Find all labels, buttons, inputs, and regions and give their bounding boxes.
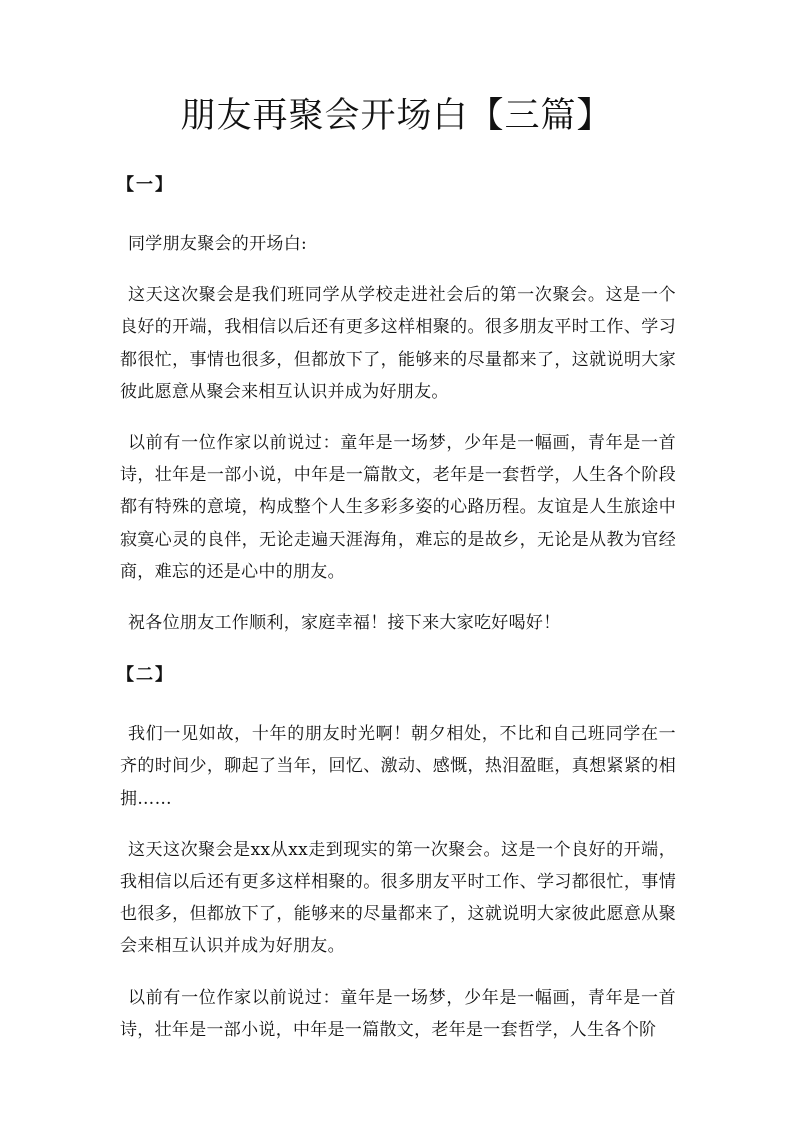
paragraph: 同学朋友聚会的开场白: [128,234,308,254]
paragraph: 以前有一位作家以前说过：童年是一场梦，少年是一幅画，青年是一首诗，壮年是一部小说，中年是一篇散文，老年是一套哲学，人生各个阶段都有特殊的意境，构成整个人生多彩多姿的心路历程。友谊是人生旅途中寂寞心灵的良伴，无论走遍天涯海角，难忘的是故乡，无论是从教为官经商，难忘的还是心中的朋友。 [120,433,676,582]
paragraph: 祝各位朋友工作顺利，家庭幸福！接下来大家吃好喝好！ [128,613,561,634]
document-title: 朋友再聚会开场白【三篇】 [180,96,613,136]
paragraph: 以前有一位作家以前说过：童年是一场梦，少年是一幅画，青年是一首诗，壮年是一部小说，中年是一篇散文，老年是一套哲学，人生各个阶 [120,987,676,1040]
section-heading: 【二】 [117,665,174,686]
document-body [117,168,676,1065]
section-2 [117,658,676,1046]
section-1 [117,168,676,639]
paragraph: 这天这次聚会是我们班同学从学校走进社会后的第一次聚会。这是一个良好的开端，我相信以后还有更多这样相聚的。很多朋友平时工作、学习都很忙，事情也很多，但都放下了，能够来的尽量都来了，这就说明大家彼此愿意从聚会来相互认识并成为好朋友。 [120,285,676,402]
paragraph: 这天这次聚会是xx从xx走到现实的第一次聚会。这是一个良好的开端，我相信以后还有更多这样相聚的。很多朋友平时工作、学习都很忙，事情也很多，但都放下了，能够来的尽量都来了，这就说明大家彼此愿意从聚会来相互认识并成为好朋友。 [120,839,676,957]
paragraph: 我们一见如故，十年的朋友时光啊！朝夕相处，不比和自己班同学在一齐的时间少，聊起了当年，回忆、激动、感慨，热泪盈眶，真想紧紧的相拥…… [120,724,676,809]
section-heading: 【一】 [117,175,174,195]
